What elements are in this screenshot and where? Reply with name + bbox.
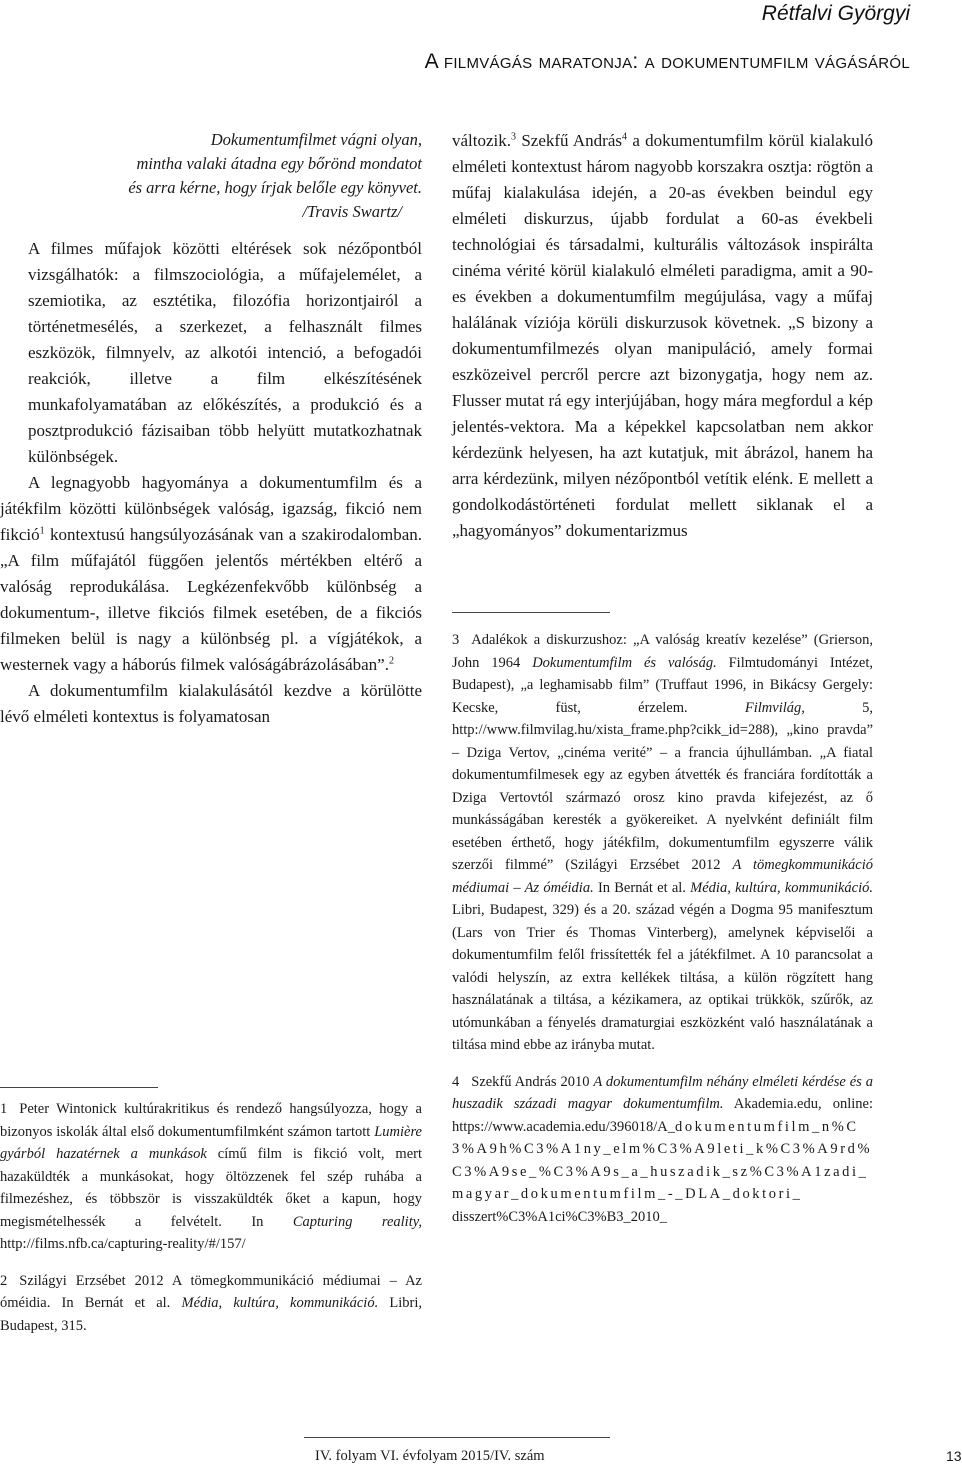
- source-title: A dokumentumfilm néhány elméleti kérdése és a huszadik századi magyar dokumentumfilm.: [452, 1073, 873, 1112]
- issue-info: IV. folyam VI. évfolyam 2015/IV. szám: [315, 1448, 545, 1464]
- source-title: Capturing reality,: [292, 1213, 423, 1230]
- footnote-ref[interactable]: 4: [622, 131, 628, 143]
- author-name: Rétfalvi Györgyi: [761, 2, 910, 25]
- left-footnotes: [0, 1087, 422, 1351]
- footnote-text: Szilágyi Erzsébet 2012 A tömegkommunikáció médiumai – Az óméidia. In Bernát et al.: [0, 1272, 422, 1311]
- footnote-text: Libri, Budapest, 315.: [0, 1295, 422, 1334]
- body-paragraph: [0, 678, 422, 730]
- footnote-text: Filmtudományi Intézet, Budapest), „a leghamisabb film” (Truffaut 1996, in Bikácsy Gergely: Kecske, füst, érzelem.: [452, 654, 873, 716]
- footnote-ref[interactable]: 3: [511, 131, 517, 143]
- epigraph-line: és arra kérne, hogy írjak belőle egy könyvet.: [128, 178, 422, 197]
- footnote-rule: [0, 1087, 158, 1088]
- footnote-rule: [452, 612, 610, 613]
- body-paragraph: [452, 128, 873, 544]
- body-paragraph: [0, 470, 422, 678]
- footnote-text: Peter Wintonick kultúrakritikus és rendező hangsúlyozza, hogy a bizonyos iskolák által első dokumentumfilmként számon tartott: [0, 1101, 422, 1140]
- footer-rule: [304, 1437, 610, 1438]
- epigraph: [0, 128, 422, 224]
- paragraph-text: a dokumentumfilm körül kialakuló elméleti kontextust három nagyobb korszakra osztja: rögtön a műfaj kialakulása idején, a 20-as években beindul egy elméleti diskurzus, újabb fordulat a 60-as évekbeli technológiai és társadalmi, kulturális változások inspirálta cinéma vérité körül kialakuló elméleti paradigma, amit a 90-es években a dokumentumfilm megújulása, vagy a műfaj halálának víziója körüli diskurzusok követnek. „S bizony a dokumentumfilmezés olyan manipuláció, amely formai eszközeivel percről percre azt bizonygatja, hogy nem az. Flusser mutat rá egy interjújában, hogy mára megfordul a kép jelentés-vektora. Ma a képekkel kapcsolatban nem akkor kérdezünk helyesen, ha azt kutatjuk, mit ábrázol, hanem ha arra kérdezünk, milyen nézőpontból vetítik elénk. E mellett a gondolkodástörténeti fordulat mellett siklanak el a „hagyományos” dokumentarizmus: [452, 131, 873, 540]
- epigraph-source: /Travis Swartz/: [302, 202, 402, 221]
- footnote: [452, 1071, 873, 1229]
- footnote-text: című film is fikció volt, mert hazaküldték a munkásokat, hogy öltözzenek fel szép ruhába a filmezéshez, és többször is visszaküldték őket a kapun, hogy megismételhessék a felvételt. In: [0, 1146, 422, 1230]
- footnote-ref[interactable]: 1: [39, 525, 45, 537]
- footnote-link[interactable]: Akademia.edu, online: https://www.academia.edu/396018/A_: [452, 1096, 873, 1135]
- footnote: [452, 629, 873, 1057]
- footnote-text: Szekfű András 2010: [471, 1073, 594, 1090]
- footnote-ref[interactable]: 2: [388, 655, 394, 667]
- left-column: [0, 128, 422, 730]
- body-paragraph: [0, 236, 422, 470]
- footnote-number: 3: [452, 632, 460, 648]
- epigraph-line: Dokumentumfilmet vágni olyan,: [210, 130, 422, 149]
- footnote: [0, 1098, 422, 1256]
- article-title: A filmvágás maratonja: a dokumentumfilm vágásáról: [424, 50, 910, 73]
- footnote-text: Adalékok a diskurzushoz: „A valóság kreatív kezelése” (Grierson, John 1964: [452, 632, 873, 671]
- paragraph-text: Szekfű András: [516, 131, 623, 150]
- epigraph-line: mintha valaki átadna egy bőrönd mondatot: [136, 154, 422, 173]
- footnote-text: 5, http://www.filmvilag.hu/xista_frame.php?cikk_id=288), „kino pravda” – Dziga Vertov, „cinéma verité” – a francia újhullámban. „A fiatal dokumentumfilmesek egy az egyben átvették és franciára fordították a Dziga Vertovtól származó orosz kino pravda kifejezést, az ő munkásságában keresték a gyökereiket. A nyelvként definiált film esetében érthető, hogy játékfilm, dokumentumfilm egyszerre válik szerzői filmmé” (Szilágyi Erzsébet 2012: [452, 699, 873, 873]
- film-title: Lumière gyárból hazatérnek a munkások: [0, 1123, 422, 1162]
- footnote-link[interactable]: http://films.nfb.ca/capturing-reality/#/157/: [0, 1236, 246, 1252]
- footnote-text: In Bernát et al.: [593, 879, 691, 896]
- source-title: Média, kultúra, kommunikáció.: [690, 879, 873, 896]
- paragraph-text: A dokumentumfilm kialakulásától kezdve a körülötte lévő elméleti kontextus is folyamatosan: [0, 681, 422, 726]
- footnote-link[interactable]: dokumentumfilm_n%C3%A9h%C3%A1ny_elm%C3%A9leti_k%C3%A9rd%C3%A9se_%C3%A9s_a_huszadik_sz%C3%A1zadi_magyar_dokumentumfilm_-_DLA_doktori_: [452, 1118, 873, 1202]
- footnote-link[interactable]: disszert%C3%A1ci%C3%B3_2010_: [452, 1208, 668, 1225]
- footnote-number: 1: [0, 1101, 8, 1117]
- right-footnotes: [452, 612, 873, 1242]
- right-column: [452, 128, 873, 544]
- source-title: Média, kultúra, kommunikáció.: [181, 1295, 379, 1311]
- paragraph-text: kontextusú hangsúlyozásának van a szakirodalomban. „A film műfajától függően jelentős mértékben eltérő a valóság reprodukálása. Legkézenfekvőbb különbség a dokumentum-, illetve fikciós filmek esetében, de a fikciós filmeken belül is nagy a különbség pl. a vígjátékok, a westernek vagy a háborús filmek valóságábrázolásában”.: [0, 525, 422, 674]
- footnote-number: 4: [452, 1073, 460, 1090]
- page-number: 13: [946, 1448, 962, 1464]
- source-title: Dokumentumfilm és valóság.: [532, 654, 717, 671]
- paragraph-text: A legnagyobb hagyománya a dokumentumfilm és a játékfilm közötti különbségek valóság, igazság, fikció nem fikció: [0, 473, 422, 544]
- footnote-number: 2: [0, 1272, 8, 1289]
- paragraph-text: A filmes műfajok közötti eltérések sok nézőpontból vizsgálhatók: a filmszociológia, a műfajelemélet, a szemiotika, az esztétika, filozófia horizontjairól a történetmesélés, a szerkezet, a felhasznált filmes eszközök, filmnyelv, az alkotói intenció, a befogadói reakciók, illetve a film elkészítésének munkafolyamatában az előkészítés, a produkció és a posztprodukció fázisaiban több helyütt mutatkozhatnak különbségek.: [28, 239, 422, 466]
- source-title: A tömegkommunikáció médiumai – Az óméidia.: [452, 857, 874, 896]
- footnote-text: Libri, Budapest, 329) és a 20. század végén a Dogma 95 manifesztum (Lars von Trier és Thomas Vinterberg), amelynek képviselői a dokumentumfilm felől frissítették fel a játékfilmet. A 10 parancsolat a valódi helyszín, az extra kellékek tiltása, a külön rögzített hang használatának a tiltása, a kézikamera, az optikai trükkök, szűrők, az utómunkában a fényelés dramaturgiai eszközként való használatának a tiltása mind ebbe az irányba mutat.: [452, 902, 873, 1053]
- source-title: Filmvilág,: [744, 699, 805, 716]
- paragraph-text: változik.: [452, 131, 512, 150]
- footnote: [0, 1270, 422, 1338]
